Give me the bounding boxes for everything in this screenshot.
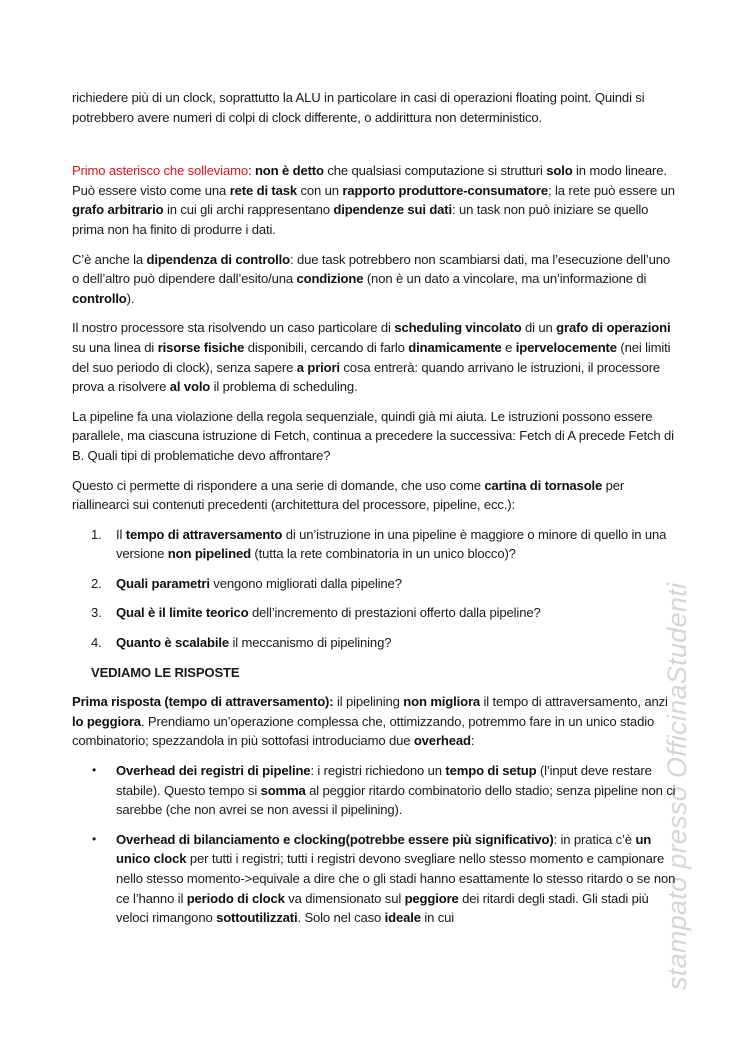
text: Il [116,526,126,542]
text: Il nostro processore sta risolvendo un caso particolare di [72,320,395,336]
asterisk-paragraph [72,161,678,239]
text: di un [521,320,557,336]
bold-term: grafo arbitrario [72,202,164,218]
text: . Solo nel caso [297,910,385,926]
bold-term: al volo [169,379,211,395]
document-page [72,88,678,938]
bold-term: ideale [384,910,421,926]
first-answer-paragraph [72,692,678,751]
question-item [72,574,678,594]
text: il problema di scheduling. [210,379,358,395]
text: : [247,163,255,179]
bold-term: non pipelined [167,546,251,562]
bold-term: dinamicamente [408,339,502,355]
bold-term: lo peggiora [72,713,141,729]
bold-term: rapporto produttore-consumatore [342,182,549,198]
text: su una linea di [72,339,158,355]
text: in cui gli archi rappresentano [163,202,334,218]
bold-term: overhead [413,733,471,749]
bold-term: tempo di attraversamento [125,526,283,542]
overhead-item [72,830,678,928]
text: di un’istruzione in una pipeline è maggiore o minore di quello in una versione [116,526,667,562]
text: e [501,339,516,355]
list-number: 2. [91,575,102,591]
text: Questo ci permette di rispondere a una serie di domande, che uso come [72,477,485,493]
bold-term: periodo di clock [186,890,285,906]
pipeline-rule-paragraph: La pipeline fa una violazione della regola sequenziale, quindi già mi aiuta. Le istruzioni possono essere parallele, ma ciascuna istruzione di Fetch, continua a precedere la successiva: Fetch di A precede Fetch di B. Quali tipi di problematiche devo affrontare? [72,408,674,463]
questions-intro-paragraph [72,476,678,515]
text: (non è un dato a vincolare, ma un’informazione di [363,271,647,287]
text: vengono migliorati dalla pipeline? [209,575,402,591]
text: (tutta la rete combinatoria in un unico blocco)? [250,546,516,562]
list-number: 4. [91,635,102,651]
bold-term: rete di task [229,182,298,198]
bold-term: risorse fisiche [157,339,245,355]
bold-term: Qual è il limite teorico [116,605,249,621]
bullet-icon: • [92,831,97,846]
text: C’è anche la [72,251,147,267]
overhead-item [72,761,678,820]
bold-term: cartina di tornasole [484,477,603,493]
text: : i registri richiedono un [310,763,446,779]
text: va dimensionato sul [284,890,405,906]
text: in cui [420,910,455,926]
bold-term: Quanto è scalabile [116,635,230,651]
bold-term: a priori [296,359,340,375]
text: che qualsiasi computazione si strutturi [323,163,547,179]
bullet-icon: • [92,763,97,778]
text: al peggior ritardo combinatorio dello stadio; senza pipeline non ci sarebbe (che non avrei se non avessi il pipelining). [116,782,676,818]
text: il tempo di attraversamento, anzi [480,694,668,710]
text: dell’incremento di prestazioni offerto dalla pipeline? [248,605,541,621]
overheads-list [72,761,678,928]
intro-paragraph: richiedere più di un clock, soprattutto la ALU in particolare in casi di operazioni floating point. Quindi si potrebbero avere numeri di colpi di clock differente, o addirittura non deterministico. [72,90,645,125]
text: ; la rete può essere un [548,182,675,198]
bold-term: controllo [72,290,127,306]
bold-term: non migliora [403,694,481,710]
text: per tutti i registri; tutti i registri devono svegliare nello stesso momento e campionare nello stesso momento->equivale a dire che o gli stadi hanno esattamente lo stesso ritardo o se non ce l’hanno il [116,851,676,906]
bold-term: solo [546,163,573,179]
text: (l’input deve restare stabile). Questo tempo si [116,763,652,798]
bold-term: dipendenze sui dati [333,202,453,218]
question-item [72,603,678,623]
bold-term: un unico clock [116,831,652,867]
bold-term: dipendenza di controllo [146,251,290,267]
answers-heading: VEDIAMO LE RISPOSTE [91,664,240,680]
bold-term: tempo di setup [445,763,537,779]
red-highlight: Primo asterisco che solleviamo [72,163,248,179]
text: : due task potrebbero non scambiarsi dati, ma l’esecuzione dell’uno o dell’altro può dipendere dall’esito/una [72,251,671,287]
text: : [470,733,475,749]
text: : in pratica c’è [553,831,636,847]
text: in modo lineare. Può essere visto come una [72,163,667,198]
text: : un task non può iniziare se quello prima non ha finito di produrre i dati. [72,202,649,237]
list-number: 1. [91,526,102,542]
bold-term: Overhead dei registri di pipeline [116,763,311,779]
text: il pipelining [333,694,404,710]
bold-term: somma [260,782,306,798]
text: il meccanismo di pipelining? [229,635,392,651]
bold-term: grafo di operazioni [556,320,671,336]
bold-term: peggiore [404,890,459,906]
bold-term: Prima risposta (tempo di attraversamento): [72,694,334,710]
bold-term: Quali parametri [116,575,210,591]
text: dei ritardi degli stadi. Gli stadi più veloci rimangono [116,890,649,926]
control-dependency-paragraph [72,250,678,309]
text: disponibili, cercando di farlo [244,339,409,355]
text: . Prendiamo un’operazione complessa che, ottimizzando, potremmo fare in un unico stadio combinatorio; spezzandola in più sottofasi introduciamo due [72,713,655,749]
bold-term: sottoutilizzati [216,910,298,926]
bold-term: condizione [296,271,364,287]
text: per riallinearci sui contenuti precedenti (architettura del processore, pipeline, ecc.): [72,477,625,513]
bold-term: non è detto [254,163,324,179]
bold-term: scheduling vincolato [394,320,522,336]
list-number: 3. [91,605,102,621]
text: cosa entrerà: quando arrivano le istruzioni, il processore prova a risolvere [72,359,661,395]
question-item [72,633,678,653]
bold-term: ipervelocemente [515,339,617,355]
question-item [72,525,678,564]
text: con un [297,182,343,198]
questions-list [72,525,678,653]
text: (nei limiti del suo periodo di clock), senza sapere [72,339,671,375]
watermark: stampato presso OfficinaStudenti [662,582,692,990]
text: ). [126,290,135,306]
bold-term: Overhead di bilanciamento e clocking(potrebbe essere più significativo) [116,831,554,847]
scheduling-paragraph [72,318,678,396]
